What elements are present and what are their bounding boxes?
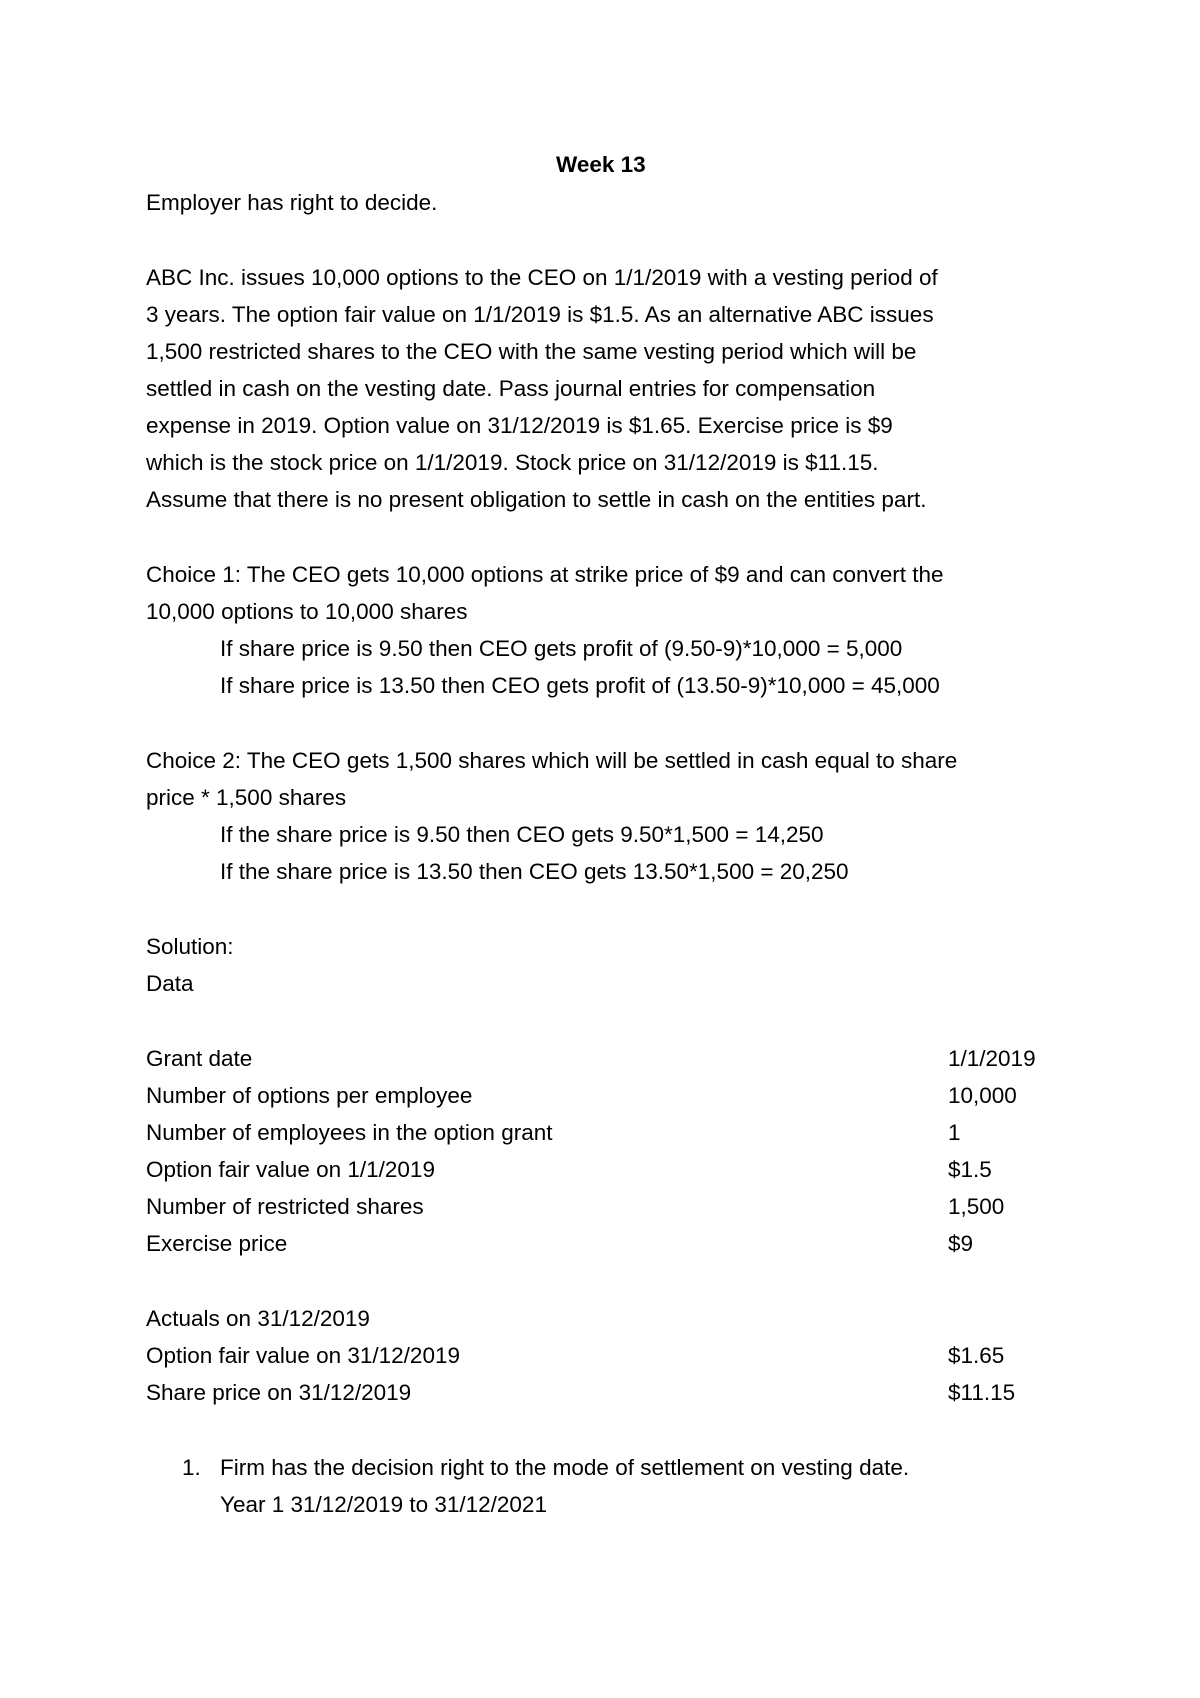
data-row bbox=[146, 1225, 1146, 1262]
choice-2-example: If the share price is 9.50 then CEO gets 9.50*1,500 = 14,250 bbox=[220, 822, 824, 847]
choice-2-line: Choice 2: The CEO gets 1,500 shares which will be settled in cash equal to share bbox=[146, 748, 958, 773]
data-row-value: $1.5 bbox=[948, 1157, 992, 1182]
problem-line: 1,500 restricted shares to the CEO with the same vesting period which will be bbox=[146, 339, 917, 364]
data-label: Data bbox=[146, 971, 194, 996]
choice-1-line: Choice 1: The CEO gets 10,000 options at strike price of $9 and can convert the bbox=[146, 562, 944, 587]
actuals-row-value: $1.65 bbox=[948, 1343, 1005, 1368]
solution-label: Solution: bbox=[146, 934, 234, 959]
choice-1-example: If share price is 9.50 then CEO gets profit of (9.50-9)*10,000 = 5,000 bbox=[220, 636, 903, 661]
actuals-row bbox=[146, 1337, 1146, 1374]
choice-2-example: If the share price is 13.50 then CEO gets 13.50*1,500 = 20,250 bbox=[220, 859, 849, 884]
data-row-label: Number of options per employee bbox=[146, 1083, 473, 1108]
actuals-row-label: Option fair value on 31/12/2019 bbox=[146, 1343, 460, 1368]
data-row-label: Grant date bbox=[146, 1046, 253, 1071]
problem-line: ABC Inc. issues 10,000 options to the CEO on 1/1/2019 with a vesting period of bbox=[146, 265, 938, 290]
data-row-value: 1/1/2019 bbox=[948, 1046, 1036, 1071]
actuals-row bbox=[146, 1374, 1146, 1411]
data-row-value: $9 bbox=[948, 1231, 974, 1256]
choice-2-line: price * 1,500 shares bbox=[146, 785, 347, 810]
choice-1-line: 10,000 options to 10,000 shares bbox=[146, 599, 468, 624]
actuals-label: Actuals on 31/12/2019 bbox=[146, 1306, 370, 1331]
data-row-label: Number of employees in the option grant bbox=[146, 1120, 553, 1145]
data-row bbox=[146, 1040, 1146, 1077]
problem-line: Assume that there is no present obligation to settle in cash on the entities part. bbox=[146, 487, 927, 512]
data-row bbox=[146, 1077, 1146, 1114]
problem-line: expense in 2019. Option value on 31/12/2019 is $1.65. Exercise price is $9 bbox=[146, 413, 893, 438]
actuals-row-value: $11.15 bbox=[948, 1380, 1016, 1405]
data-row-label: Option fair value on 1/1/2019 bbox=[146, 1157, 435, 1182]
problem-line: which is the stock price on 1/1/2019. Stock price on 31/12/2019 is $11.15. bbox=[146, 450, 879, 475]
problem-line: 3 years. The option fair value on 1/1/2019 is $1.5. As an alternative ABC issues bbox=[146, 302, 934, 327]
actuals-row-label: Share price on 31/12/2019 bbox=[146, 1380, 412, 1405]
list-item-subtext: Year 1 31/12/2019 to 31/12/2021 bbox=[220, 1492, 547, 1517]
data-row-label: Exercise price bbox=[146, 1231, 288, 1256]
data-row bbox=[146, 1188, 1146, 1225]
data-row-label: Number of restricted shares bbox=[146, 1194, 424, 1219]
list-item-number: 1. bbox=[182, 1455, 201, 1480]
data-row-value: 1 bbox=[948, 1120, 961, 1145]
intro-text: Employer has right to decide. bbox=[146, 190, 438, 215]
problem-line: settled in cash on the vesting date. Pass journal entries for compensation bbox=[146, 376, 876, 401]
data-row bbox=[146, 1114, 1146, 1151]
data-row-value: 10,000 bbox=[948, 1083, 1017, 1108]
data-row-value: 1,500 bbox=[948, 1194, 1005, 1219]
list-item-text: Firm has the decision right to the mode of settlement on vesting date. bbox=[220, 1455, 910, 1480]
data-row bbox=[146, 1151, 1146, 1188]
page-title: Week 13 bbox=[556, 152, 646, 177]
choice-1-example: If share price is 13.50 then CEO gets profit of (13.50-9)*10,000 = 45,000 bbox=[220, 673, 940, 698]
